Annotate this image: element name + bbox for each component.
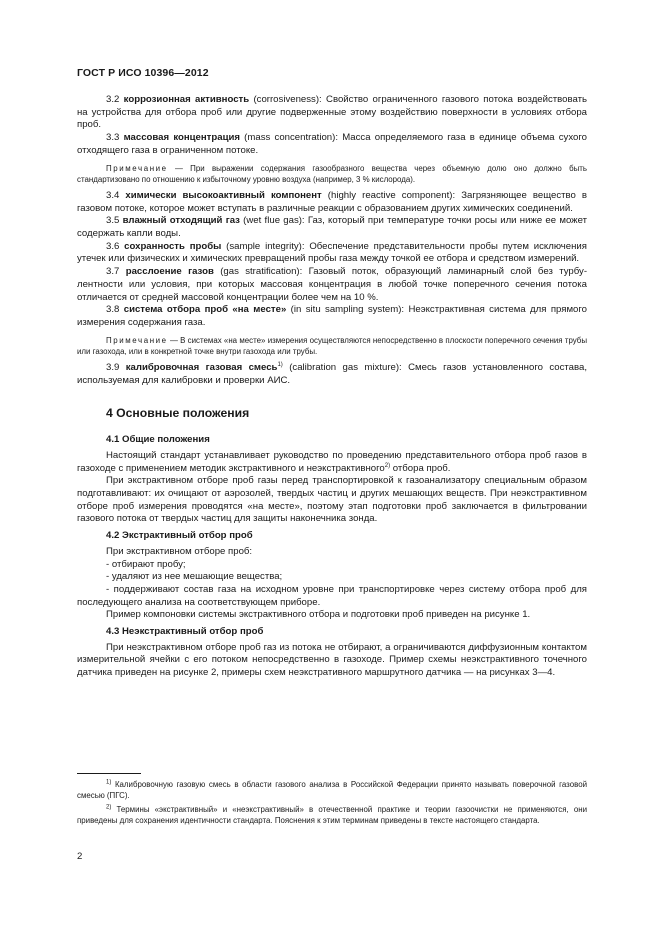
footnote-2: $^{2)}$ Термины «экстрактивный» и «неэкстрактивный» в отечественной практике и теории газоочистки не применяются, они приведены для сохранения идентичности стандарта. Пояснения к этим терминам приведены в тексте настоящего стандарта.	[77, 804, 587, 826]
term-label: расслоение газов	[125, 266, 214, 278]
term-label: калибровочная газовая смесь	[125, 362, 278, 374]
term-3-3: 3.3 массовая концентрация (mass concentration): Масса определяемого газа в единице объема сухого отходящего газа в ограниченном потоке.	[77, 132, 587, 156]
footnote-ref: 2)	[384, 462, 391, 469]
section-4-title: 4 Основные положения	[106, 406, 250, 421]
footnote-mark: 1)	[106, 779, 112, 786]
page-number: 2	[77, 851, 83, 862]
term-3-6: 3.6 сохранность пробы (sample integrity): Обеспечение представительности пробы путем исключения утечек или физических и химических превращений пробы газа между точкой ее отбора и средством измерений.	[77, 240, 587, 265]
list-item: - отбирают пробу;	[106, 558, 186, 570]
subsection-4-3-title: 4.3 Неэкстрактивный отбор проб	[106, 626, 264, 638]
footnote-1: $^{1)}$ Калибровочную газовую смесь в области газового анализа в Российской Федерации принято называть поверочной газовой смесью (ПГС).	[77, 779, 587, 801]
footnotes	[77, 779, 587, 829]
note-3-8: Примечание — В системах «на месте» измерения осуществляются непосредственно в плоскости поперечного сечения трубы или газохода, или в конкретной точке внутри газохода или трубы.	[77, 335, 587, 356]
footnote-ref: 1)	[277, 361, 283, 368]
term-3-7: 3.7 расслоение газов (gas stratification): Газовый поток, образующий ламинарный слой без турбулентности или условия, при которых массовая концентрация в любой точке поперечного сечения потока отличается от средней массовой концентрации более чем на 10 %.	[77, 266, 588, 303]
list-item: - поддерживают состав газа на исходном уровне при транспортировке через систему отбора проб для последующего анализа на соответствующем приборе.	[77, 583, 587, 608]
term-3-4: 3.4 химически высокоактивный компонент (highly reactive component): Загрязняющее вещество в газовом потоке, которое может вступать в различные реакции с образованием других химических соединений.	[77, 189, 587, 214]
paragraph: При экстрактивном отборе проб газы перед транспортировкой к газоанализатору специальным образом подготавливают: их очищают от аэрозолей, твердых частиц и других мешающих веществ. При неэкстрактивном отборе проб измерения проводятся «на месте», поэтому этап подготовки проб заключается в фильтровании газового потока от твердых частиц для защиты наконечника зонда.	[77, 475, 587, 525]
note-3-3: Примечание — При выражении содержания газообразного вещества через объемную долю оно должно быть стандартизовано по отношению к избыточному уровню воздуха (например, 3 % кислорода).	[77, 163, 587, 184]
paragraph: При экстрактивном отборе проб:	[106, 545, 253, 557]
term-label: массовая концентрация	[123, 132, 240, 144]
term-label: химически высокоактивный компонент	[125, 189, 322, 201]
footnote-divider	[77, 773, 141, 774]
note-label: Примечание	[106, 163, 168, 173]
term-3-8: 3.8 система отбора проб «на месте» (in situ sampling system): Неэкстрактивная система для прямого измерения содержания газа.	[77, 304, 587, 328]
term-label: сохранность пробы	[124, 240, 222, 252]
paragraph: Пример компоновки системы экстрактивного отбора и подготовки проб приведен на рисунке 1.	[106, 609, 531, 621]
subsection-4-2-title: 4.2 Экстрактивный отбор проб	[106, 530, 253, 542]
note-label: Примечание	[106, 335, 168, 345]
term-label: влажный отходящий газ	[122, 215, 240, 227]
list-item: - удаляют из нее мешающие вещества;	[106, 571, 283, 583]
paragraph: При неэкстрактивном отборе проб газ из потока не отбирают, а ограничиваются диффузионным контактом измерительной ячейки с его потоком непосредственно в газоходе. Пример схемы неэкстрактивного точечного датчика приведен на рисунке 2, примеры схем неэкстративного маршрутного датчика — на рисунках 3—4.	[77, 641, 587, 679]
term-3-2: 3.2 коррозионная активность (corrosiveness): Свойство ограниченного газового потока воздействовать на устройства для отбора проб или другие подверженные этому воздействию поверхности в условиях отбора проб.	[77, 94, 588, 131]
page-header: ГОСТ Р ИСО 10396—2012	[77, 67, 209, 79]
document-body	[77, 94, 587, 680]
term-3-5: 3.5 влажный отходящий газ (wet flue gas): Газ, который при температуре точки росы или ниже ее может содержать капли воды.	[77, 215, 588, 240]
term-label: система отбора проб «на месте»	[123, 304, 287, 316]
footnote-mark: 2)	[106, 804, 112, 811]
paragraph: Настоящий стандарт устанавливает руководство по проведению представительного отбора проб газов в газоходе с применением методик экстрактивного и неэкстрактивного$^{2)}$ отбора проб.	[77, 449, 587, 474]
term-label: коррозионная активность	[123, 94, 250, 105]
term-3-9: 3.9 калибровочная газовая смесь$^{1)}$ (calibration gas mixture): Смесь газов установленного состава, используемая для калибровки и проверки АИС.	[77, 361, 587, 386]
subsection-4-1-title: 4.1 Общие положения	[106, 434, 210, 446]
